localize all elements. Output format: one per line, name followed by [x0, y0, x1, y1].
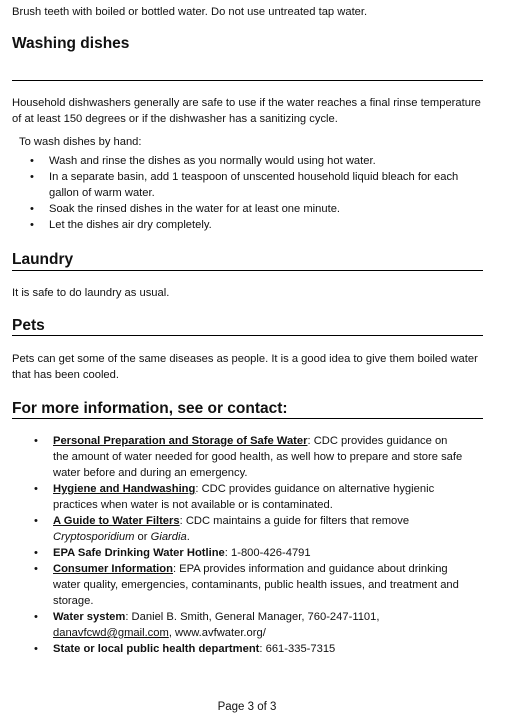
bullet-icon: •	[34, 611, 38, 623]
contact-item: • State or local public health department: 661-335-7315	[34, 643, 336, 655]
bullet-icon: •	[30, 219, 34, 231]
washing-rule	[12, 80, 483, 81]
contact-rule	[12, 418, 483, 419]
email-link[interactable]: danavfcwd@gmail.com	[53, 627, 169, 639]
contact-heading: For more information, see or contact:	[12, 400, 288, 417]
water-system-label: Water system	[53, 611, 126, 623]
link-safe-water[interactable]: Personal Preparation and Storage of Safe Water	[53, 435, 308, 447]
website-text: , www.avfwater.org/	[168, 627, 266, 639]
laundry-heading: Laundry	[12, 251, 74, 268]
contact-item: • Water system: Daniel B. Smith, General Manager, 760-247-1101, danavfcwd@gmail.com, www.avfwater.org/	[34, 611, 380, 639]
step-item: • Wash and rinse the dishes as you normally would using hot water.	[30, 155, 376, 167]
bullet-icon: •	[34, 547, 38, 559]
contact-item: • Hygiene and Handwashing: CDC provides guidance on alternative hygienic practices when water is not available or is contaminated.	[34, 483, 435, 511]
pets-text: Pets can get some of the same diseases as people. It is a good idea to give them boiled water that has been cooled.	[12, 353, 478, 381]
bullet-icon: •	[30, 203, 34, 215]
page-number: Page 3 of 3	[217, 701, 277, 713]
step-item: • In a separate basin, add 1 teaspoon of unscented household liquid bleach for each gallon of warm water.	[30, 171, 459, 199]
bullet-icon: •	[30, 155, 34, 167]
bullet-icon: •	[34, 515, 38, 527]
contact-item: • Personal Preparation and Storage of Safe Water: CDC provides guidance on the amount of water needed for good health, as well how to prepare and store safe water before and during an emergency.	[34, 435, 463, 479]
dishwasher-text: Household dishwashers generally are safe to use if the water reaches a final rinse temperature of at least 150 degrees or if the dishwasher has a sanitizing cycle.	[12, 97, 481, 125]
link-consumer-info[interactable]: Consumer Information	[53, 563, 173, 575]
contact-item: • Consumer Information: EPA provides information and guidance about drinking water quality, emergencies, contaminants, public health issues, and treatment and storage.	[34, 563, 459, 607]
bullet-icon: •	[34, 643, 38, 655]
contact-item: • A Guide to Water Filters: CDC maintains a guide for filters that remove Cryptosporidium or Giardia.	[34, 515, 410, 543]
hotline-label: EPA Safe Drinking Water Hotline	[53, 547, 225, 559]
byhand-label: To wash dishes by hand:	[19, 136, 142, 148]
step-item: • Soak the rinsed dishes in the water for at least one minute.	[30, 203, 341, 215]
byhand-steps	[30, 153, 464, 233]
bullet-icon: •	[34, 563, 38, 575]
laundry-text: It is safe to do laundry as usual.	[12, 287, 170, 299]
link-hygiene[interactable]: Hygiene and Handwashing	[53, 483, 196, 495]
intro-text: Brush teeth with boiled or bottled water. Do not use untreated tap water.	[12, 6, 368, 18]
pets-heading: Pets	[12, 317, 45, 334]
pets-rule	[12, 335, 483, 336]
washing-heading: Washing dishes	[12, 35, 130, 52]
health-dept-label: State or local public health department	[53, 643, 260, 655]
bullet-icon: •	[30, 171, 34, 183]
contact-list	[34, 433, 465, 657]
bullet-icon: •	[34, 435, 38, 447]
bullet-icon: •	[34, 483, 38, 495]
laundry-rule	[12, 270, 483, 271]
step-item: • Let the dishes air dry completely.	[30, 219, 212, 231]
link-filters[interactable]: A Guide to Water Filters	[53, 515, 180, 527]
contact-item: • EPA Safe Drinking Water Hotline: 1-800-426-4791	[34, 547, 311, 559]
